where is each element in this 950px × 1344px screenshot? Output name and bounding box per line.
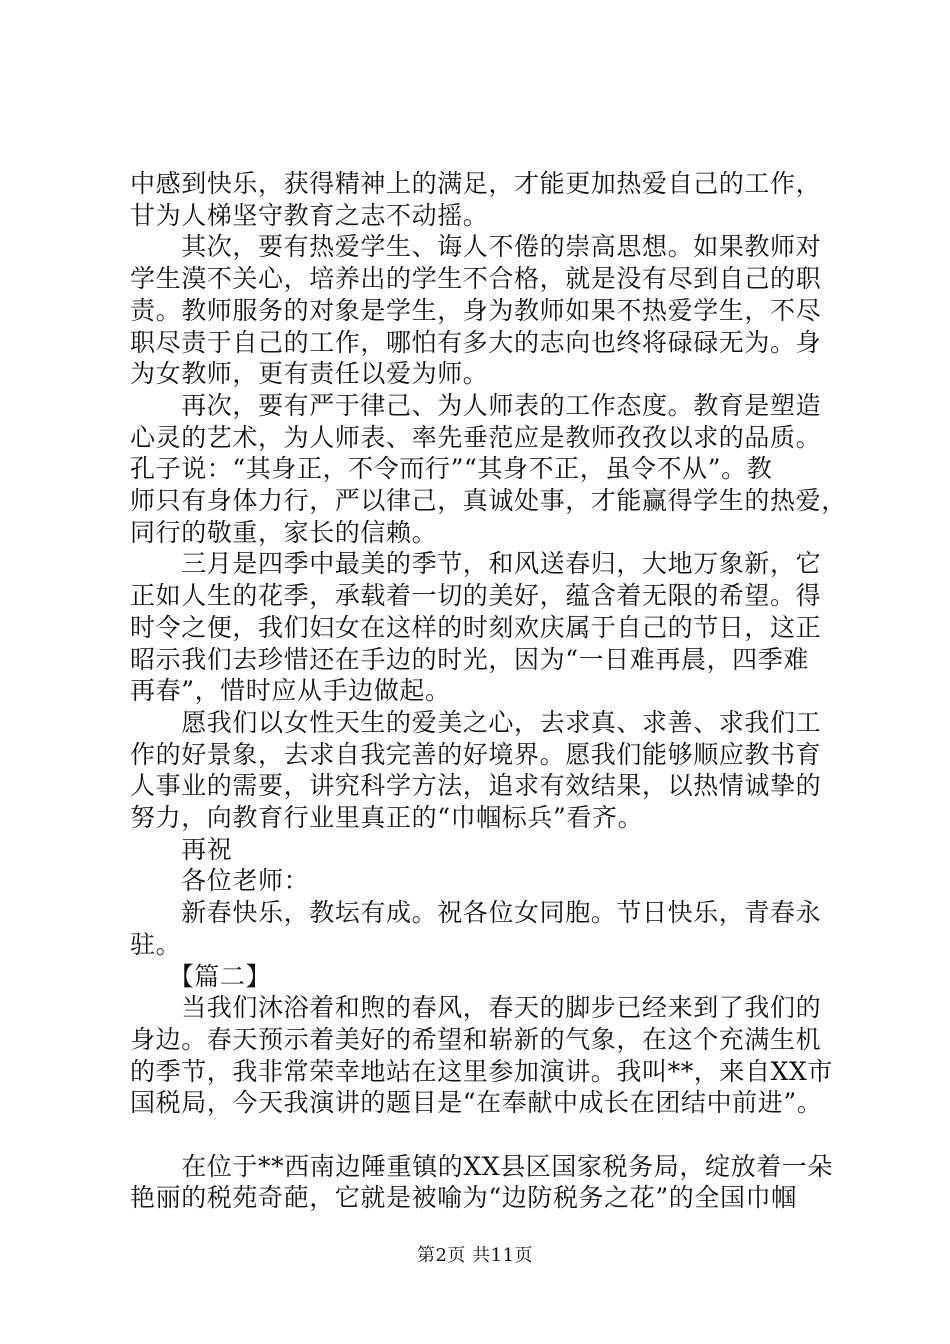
text-line: 人事业的需要，讲究科学方法，追求有效结果，以热情诚挚的	[130, 771, 822, 801]
text-line: 国税局，今天我演讲的题目是“在奉献中成长在团结中前进”。	[130, 1088, 823, 1118]
text-line: 驻。	[130, 929, 182, 959]
text-line: 中感到快乐，获得精神上的满足，才能更加热爱自己的工作，	[130, 169, 822, 198]
text-line: 新春快乐，教坛有成。祝各位女同胞。节日快乐，青春永	[130, 898, 822, 928]
text-line: 昭示我们去珍惜还在手边的时光，因为“一日难再晨，四季难	[130, 644, 809, 674]
text-line: 三月是四季中最美的季节，和风送春归，大地万象新，它	[130, 549, 822, 579]
text-line: 各位老师：	[130, 866, 310, 896]
text-line: 正如人生的花季，承载着一切的美好，蕴含着无限的希望。得	[130, 581, 822, 611]
text-line: 甘为人梯坚守教育之志不动摇。	[130, 200, 489, 230]
text-line: 身边。春天预示着美好的希望和崭新的气象，在这个充满生机	[130, 1024, 822, 1054]
text-line: 的季节，我非常荣幸地站在这里参加演讲。我叫**，来自XX市	[130, 1056, 833, 1086]
page-number-footer: 第2页 共11页	[416, 1245, 534, 1266]
text-line: 再春”，惜时应从手边做起。	[130, 676, 451, 706]
text-line: 作的好景象，去求自我完善的好境界。愿我们能够顺应教书育	[130, 739, 822, 769]
text-line: 在位于**西南边陲重镇的XX县区国家税务局，绽放着一朵	[130, 1151, 833, 1181]
text-line: 再次，要有严于律己、为人师表的工作态度。教育是塑造	[130, 390, 822, 420]
text-line: 师只有身体力行，严以律己，真诚处事，才能赢得学生的热爱，	[130, 486, 847, 515]
text-line: 努力，向教育行业里真正的“巾帼标兵”看齐。	[130, 803, 644, 832]
text-line: 愿我们以女性天生的爱美之心，去求真、求善、求我们工	[130, 707, 822, 737]
section-heading: 【篇二】	[130, 961, 272, 991]
text-line: 心灵的艺术，为人师表、率先垂范应是教师孜孜以求的品质。	[130, 422, 822, 452]
text-line: 同行的敬重，家长的信赖。	[130, 517, 438, 547]
text-line: 时令之便，我们妇女在这样的时刻欢庆属于自己的节日，这正	[130, 612, 822, 642]
text-line: 当我们沐浴着和煦的春风，春天的脚步已经来到了我们的	[130, 993, 822, 1023]
text-line: 职尽责于自己的工作，哪怕有多大的志向也终将碌碌无为。身	[130, 327, 822, 357]
text-line: 学生漠不关心，培养出的学生不合格，就是没有尽到自己的职	[130, 264, 822, 294]
text-line: 其次，要有热爱学生、诲人不倦的崇高思想。如果教师对	[130, 232, 822, 262]
text-line: 再祝	[130, 834, 233, 864]
text-line: 艳丽的税苑奇葩，它就是被喻为“边防税务之花”的全国巾帼	[130, 1183, 797, 1213]
text-line: 为女教师，更有责任以爱为师。	[130, 359, 489, 389]
text-line: 孔子说：“其身正，不令而行”“其身不正，虽令不从”。教	[130, 454, 773, 484]
text-line: 责。教师服务的对象是学生，身为教师如果不热爱学生，不尽	[130, 295, 822, 325]
